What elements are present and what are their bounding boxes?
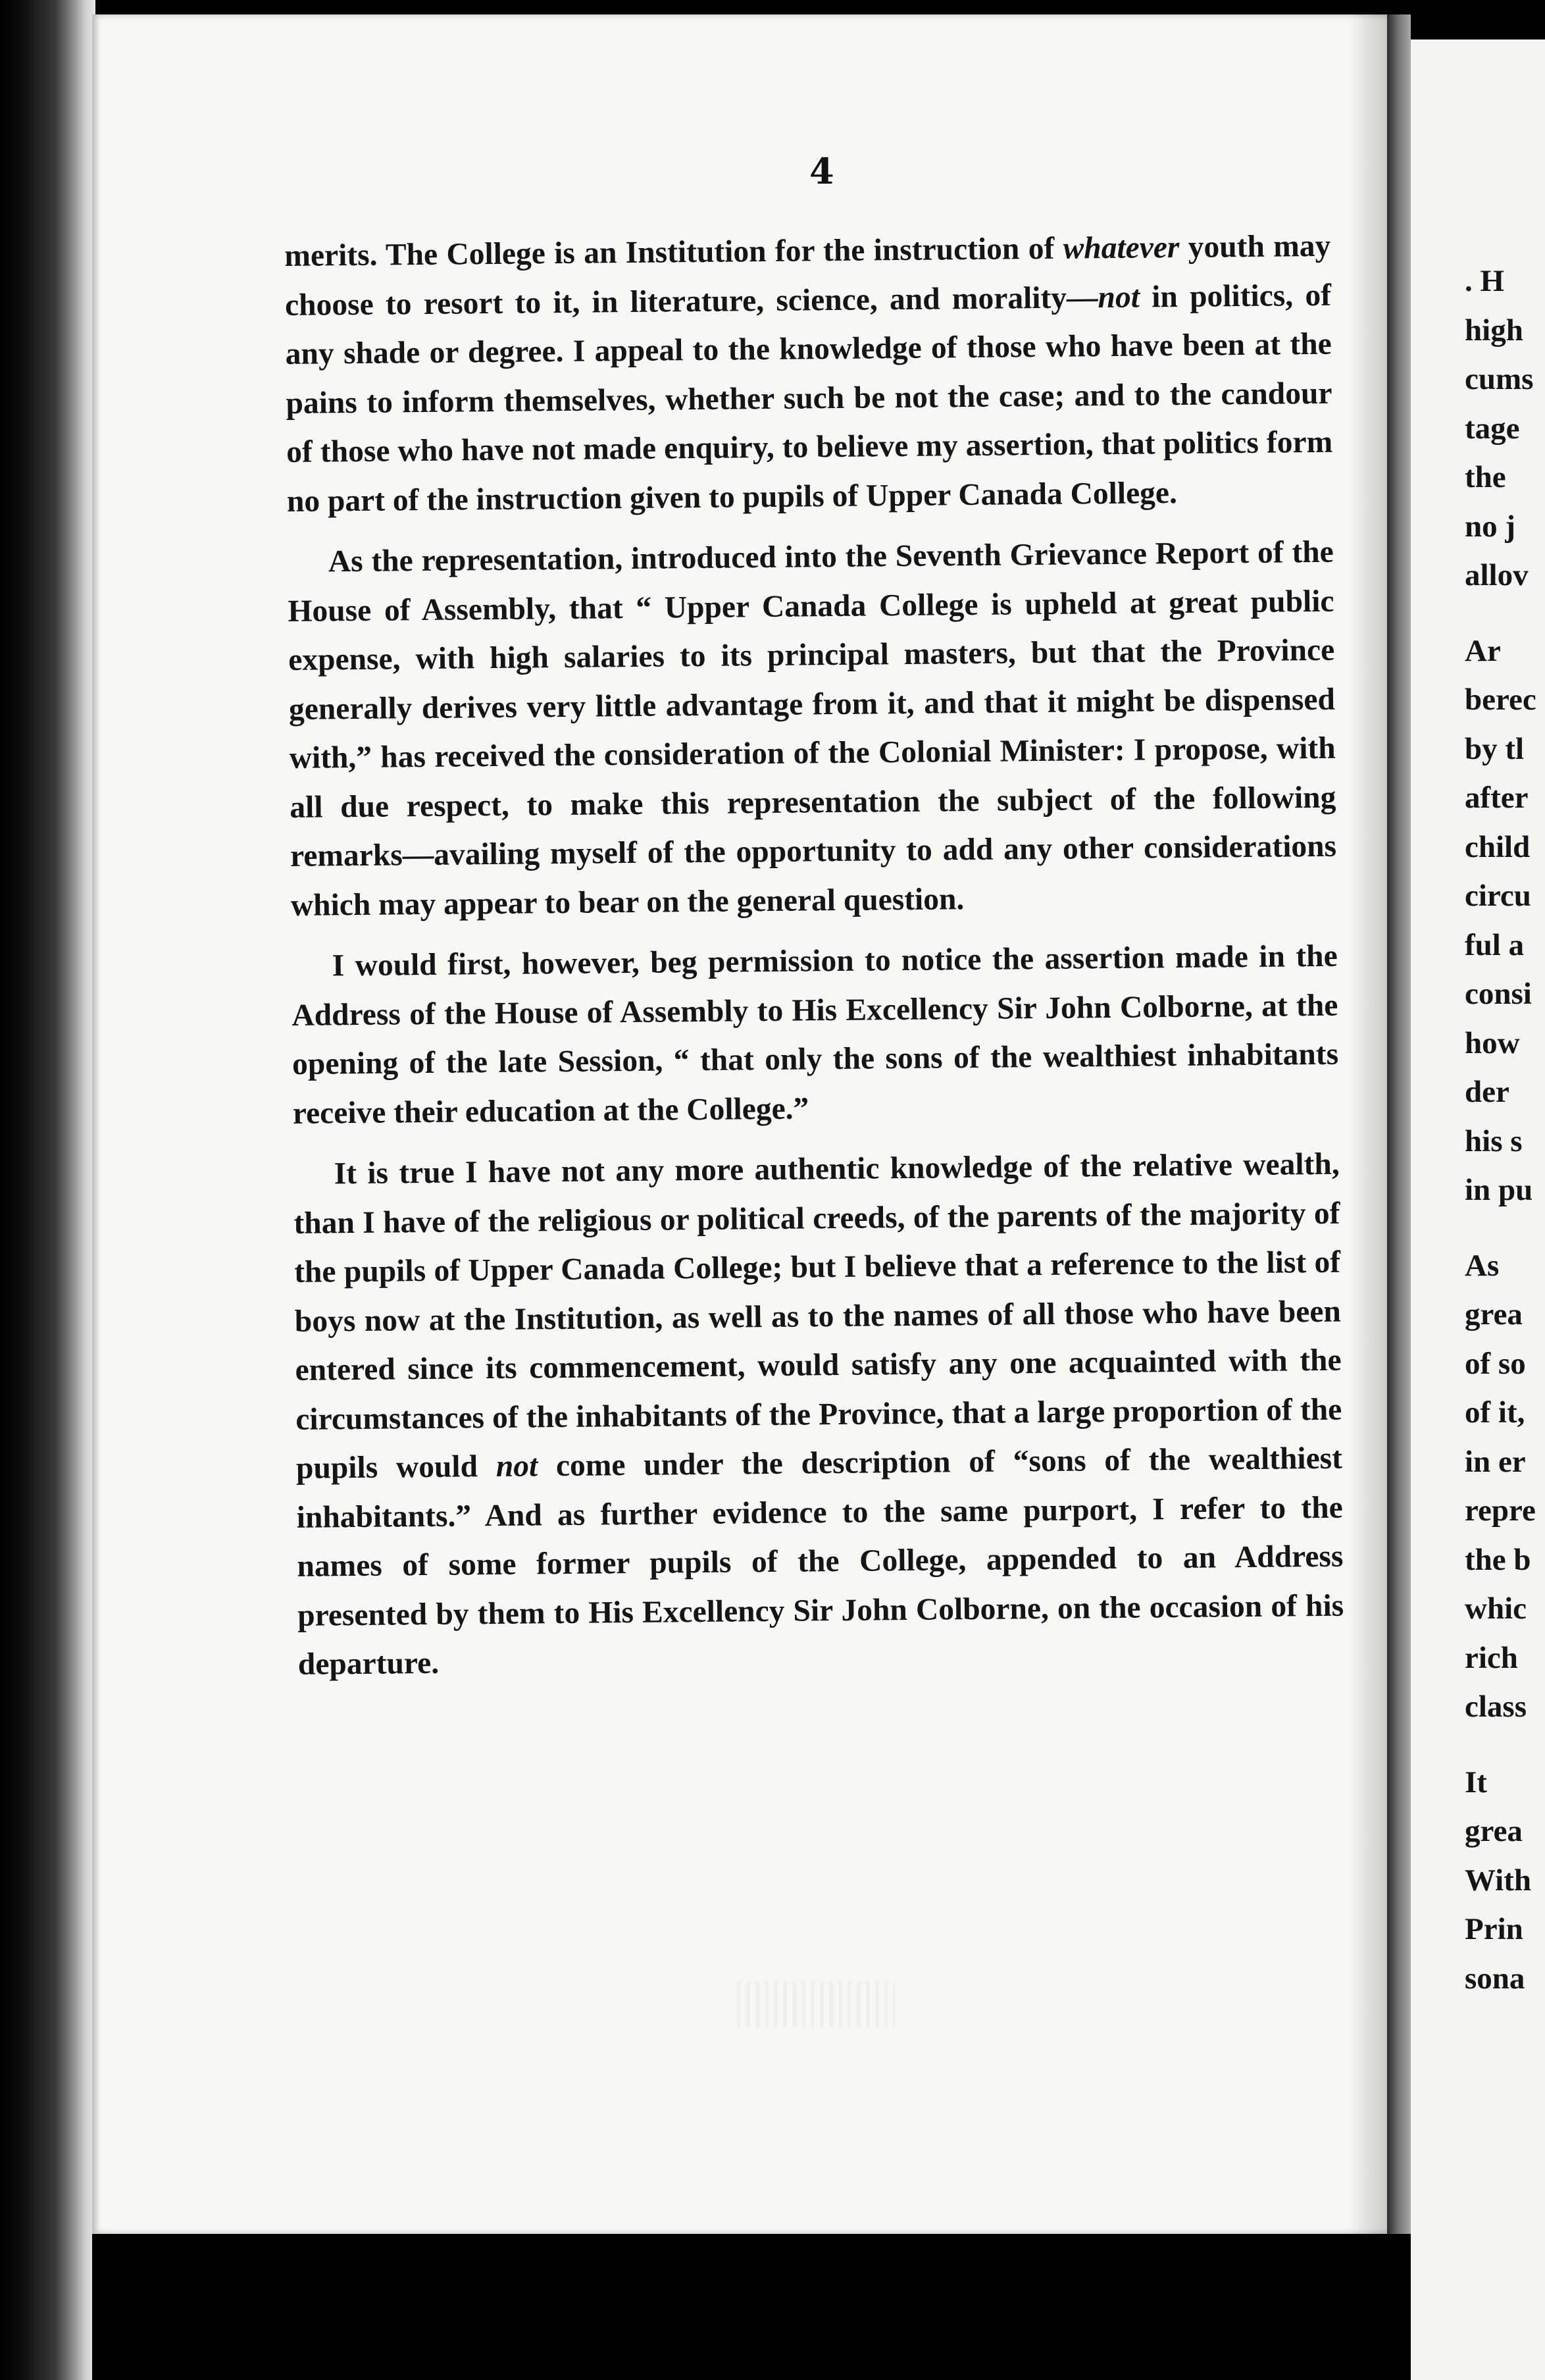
paragraph [291,932,1339,1138]
adjacent-line: allov [1465,558,1529,592]
adjacent-line: by tl [1465,731,1525,766]
adjacent-line: Prin [1465,1912,1523,1946]
adjacent-line: tage [1465,411,1520,446]
adjacent-line: whic [1465,1591,1527,1626]
paragraph [293,1140,1344,1690]
paragraph [284,222,1333,526]
adjacent-line: circu [1465,879,1531,913]
adjacent-line: It [1465,1765,1487,1799]
adjacent-line: high [1465,313,1523,348]
scan-border-bottom [92,2234,1411,2380]
adjacent-line: no j [1465,509,1516,544]
binding-edge [0,0,95,2380]
adjacent-line: class [1465,1690,1527,1724]
paragraph-gap [1465,1732,1545,1758]
adjacent-line: grea [1465,1297,1523,1332]
adjacent-line: of it, [1465,1395,1525,1430]
adjacent-line: in pu [1465,1173,1533,1207]
adjacent-line: As [1465,1248,1500,1283]
adjacent-line: With [1465,1863,1531,1898]
adjacent-line: how [1465,1025,1520,1060]
italic-text: not [1098,280,1140,315]
adjacent-line: grea [1465,1814,1523,1848]
adjacent-line: the b [1465,1542,1531,1577]
text-segment: It is true I have not any more authentic knowledge of the relative wealth, than I have of the religious or political creeds, of the parents of the majority of the pupils of Upper Canada College; but I believe that a reference to the list of boys now at the Institution, as well as to the names of all those who have been entered since its commencement, would satisfy any one acquainted with the circumstances of the inhabitants of the Province, that a large proportion of the pupils would [293,1147,1342,1486]
body-text [284,222,1344,1701]
adjacent-line: rich [1465,1640,1518,1675]
italic-text: whatever [1063,230,1180,266]
text-segment: in politics, of any shade or degree. I appeal to the knowledge of those who have been at the pains to inform themselves, whether such be not the case; and to the candour of those who have not made enquiry, to believe my assertion, that politics form no part of the instruction given to pupils of Upper Canada College. [285,278,1333,519]
adjacent-line: of so [1465,1346,1526,1381]
adjacent-page-text [1465,257,1545,2003]
adjacent-line: sona [1465,1961,1525,1996]
italic-text: not [495,1449,538,1484]
paragraph-gap [1465,1215,1545,1241]
text-segment: As the representation, introduced into the Seventh Grievance Report of the House of Assembly, that “ Upper Canada College is upheld at great public expense, with high salaries to its principal masters, but that the Province generally derives very little advantage from it, and that it might be dispensed with,” has received the consideration of the Colonial Minister: I propose, with all due respect, to make this representation the subject of the following remarks—availing myself of the opportunity to add any other considerations which may appear to bear on the general question. [288,534,1337,923]
paragraph [287,528,1337,930]
text-segment: I would first, however, beg permission to notice the assertion made in the Address of the House of Assembly to His Excellency Sir John Colborne, at the opening of the late Session, “ that only the sons of the wealthiest inhabitants receive their education at the College.” [291,939,1339,1131]
adjacent-line: after [1465,781,1529,815]
text-segment: youth may choose to resort to it, in literature, science, and morality— [284,228,1331,323]
page-number: 4 [809,150,834,192]
adjacent-line: in er [1465,1444,1526,1479]
adjacent-page-edge [1411,39,1545,2380]
paragraph-gap [1465,600,1545,627]
adjacent-line: . H [1465,264,1505,298]
adjacent-line: Ar [1465,633,1501,668]
book-gutter [1387,14,1411,2234]
adjacent-line: ful a [1465,927,1525,962]
adjacent-line: der [1465,1075,1509,1109]
text-segment: come under the description of “sons of the wealthiest inhabitants.” And as further evidence to the same purport, I refer to the names of some former pupils of the College, appended to an Address presented by them to His Excellency Sir John Colborne, on the occasion of his departure. [296,1441,1344,1682]
adjacent-line: the [1465,460,1506,494]
page-shading [1348,14,1387,2234]
adjacent-line: repre [1465,1493,1536,1528]
text-segment: merits. The College is an Institution for the instruction of [284,231,1063,273]
adjacent-line: cums [1465,362,1534,396]
faint-library-stamp [737,1981,895,2027]
adjacent-line: berec [1465,683,1536,717]
adjacent-line: consi [1465,977,1532,1011]
adjacent-line: child [1465,829,1531,864]
adjacent-line: his s [1465,1124,1523,1158]
